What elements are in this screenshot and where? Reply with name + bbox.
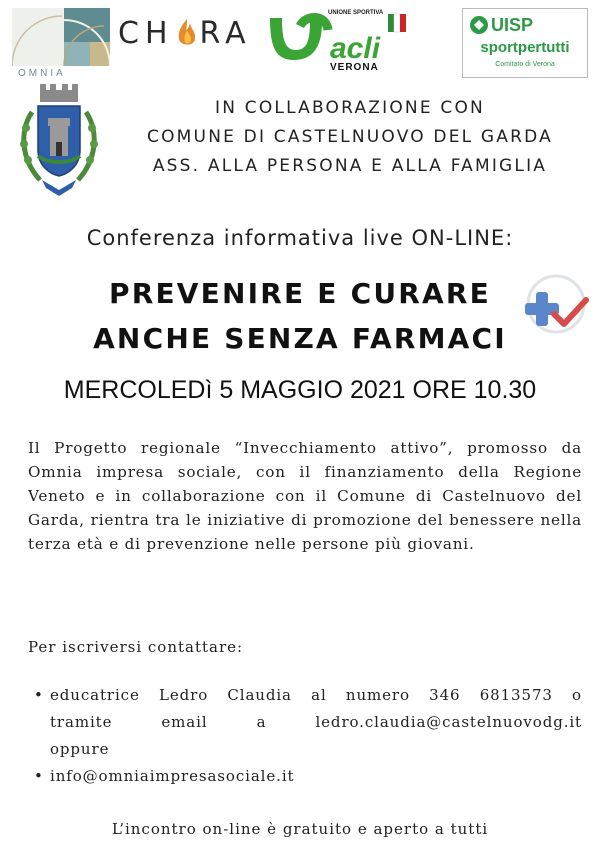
contact-email-line[interactable]: tramite email a ledro.claudia@castelnuovodg.it: [50, 713, 582, 731]
acli-city: VERONA: [330, 62, 379, 73]
chora-logo: [118, 16, 252, 51]
contact-email-info[interactable]: info@omniaimpresasociale.it: [50, 767, 295, 785]
chora-text-end: RA: [199, 16, 252, 51]
omnia-logo-text: OMNIA: [18, 68, 66, 79]
collab-line-1: IN COLLABORAZIONE CON: [215, 98, 485, 118]
list-item: [28, 763, 582, 790]
description-paragraph: Il Progetto regionale “Invecchiamento attivo”, promosso da Omnia impresa sociale, con il finanziamento della Regione Veneto e in collaborazione con il Comune di Castelnuovo del Garda, rientra tra le iniziative di promozione del benessere nella terza età e di prevenzione nelle persone più giovani.: [28, 439, 582, 553]
acli-logo: [266, 8, 416, 74]
acli-subtitle: UNIONE SPORTIVA: [328, 10, 384, 16]
footer-note: L’incontro on-line è gratuito e aperto a tutti: [111, 820, 489, 838]
castelnuovo-crest: [14, 84, 104, 196]
conference-subtitle: Conferenza informativa live ON-LINE:: [86, 226, 514, 250]
contact-phone-line: educatrice Ledro Claudia al numero 346 6813573 o: [50, 686, 582, 704]
omnia-mark-icon: [12, 8, 110, 68]
collab-line-3: ASS. ALLA PERSONA E ALLA FAMIGLIA: [152, 156, 548, 176]
chora-text-start: CH: [118, 16, 174, 51]
contact-label: Per iscriversi contattare:: [28, 638, 244, 656]
event-date: MERCOLEDì 5 MAGGIO 2021 ORE 10.30: [63, 376, 537, 404]
svg-text:acli: acli: [330, 32, 381, 65]
list-item: [28, 682, 582, 763]
omnia-logo: [12, 8, 110, 80]
uisp-comitato: Comitato di Verona: [495, 61, 555, 68]
collab-line-2: COMUNE DI CASTELNUOVO DEL GARDA: [147, 127, 553, 147]
bullet-icon: •: [34, 767, 44, 785]
medical-cross-icon: [520, 272, 590, 334]
uisp-logo: [462, 8, 588, 78]
uisp-mark-icon: [469, 15, 489, 35]
contact-or-line: oppure: [50, 740, 110, 758]
bullet-icon: •: [34, 686, 44, 704]
uisp-title: UISP: [491, 15, 534, 35]
coat-of-arms-icon: [14, 84, 104, 196]
uisp-subtitle: sportpertutti: [480, 39, 570, 56]
flame-icon: [176, 17, 198, 49]
contact-list: [28, 682, 582, 790]
title-line-1: PREVENIRE E CURARE: [109, 277, 491, 310]
title-line-2: ANCHE SENZA FARMACI: [93, 322, 507, 355]
